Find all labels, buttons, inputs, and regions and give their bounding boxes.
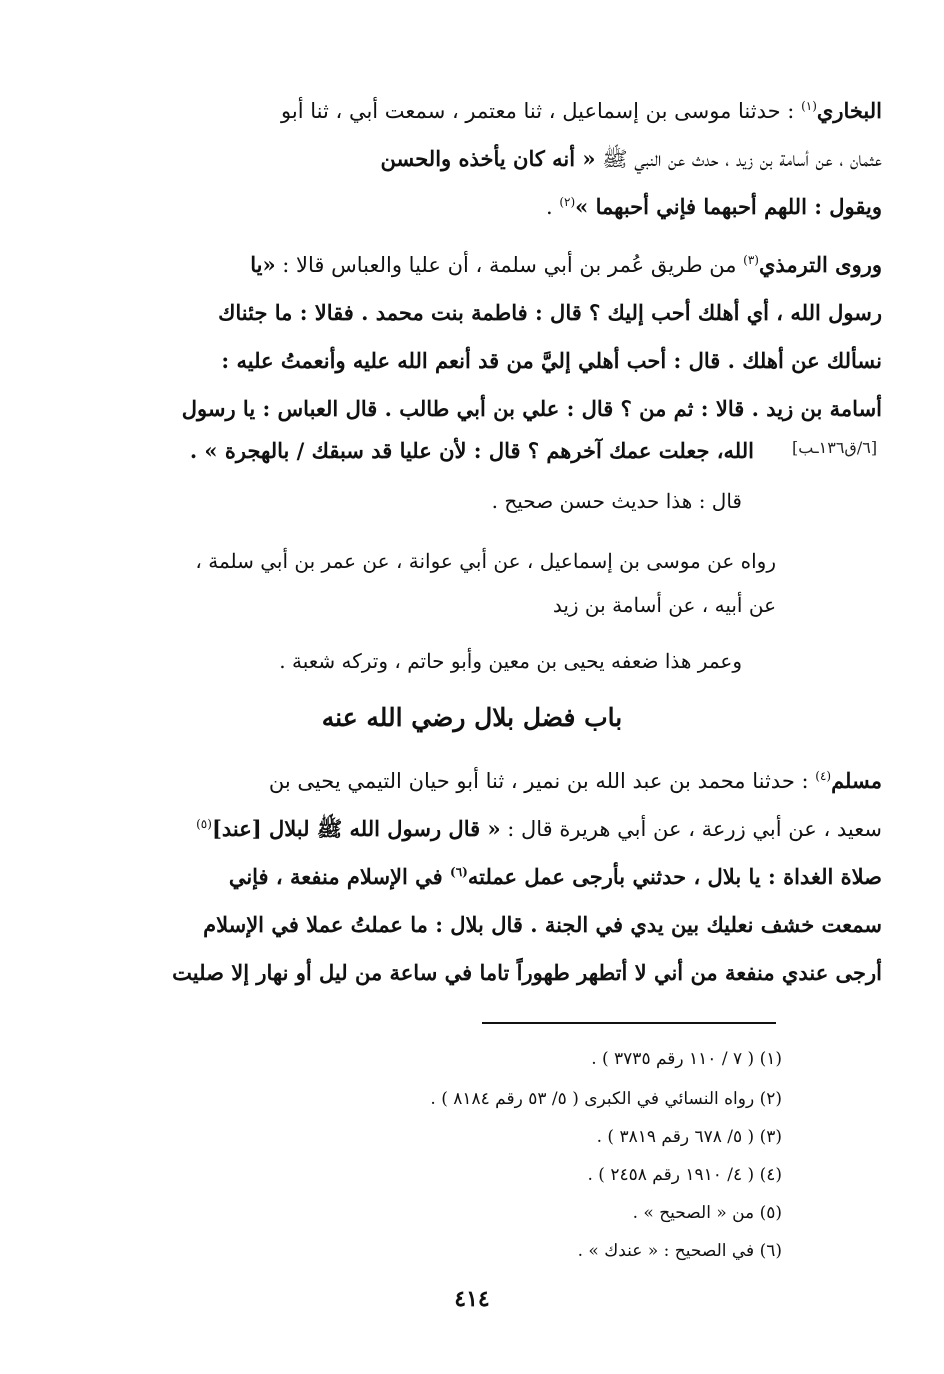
para2-author: وروى الترمذي <box>758 252 882 277</box>
para1-line1-text: : حدثنا موسى بن إسماعيل ، ثنا معتمر ، سمعت أبي ، ثنا أبو <box>281 99 795 123</box>
comment-line2 <box>195 546 776 576</box>
comment-line1-text: قال : هذا حديث حسن صحيح . <box>491 489 742 513</box>
para2-line2-text: رسول الله ، أي أهلك أحب إليك ؟ قال : فاطمة بنت محمد . فقالا : ما جئناك <box>218 300 882 325</box>
margin-manuscript-ref: [٦/ق١٣٦ـب] <box>792 438 878 457</box>
footnote-1: (١) ( ٧ / ١١٠ رقم ٣٧٣٥ ) . <box>591 1049 782 1069</box>
para2-line5-text: الله، جعلت عمك آخرهم ؟ قال : لأن عليا قد سبقك / بالهجرة » . <box>189 438 754 463</box>
comment-line3-text: عن أبيه ، عن أسامة بن زيد <box>552 593 776 617</box>
footnote-3: (٣) ( ٥/ ٦٧٨ رقم ٣٨١٩ ) . <box>596 1127 782 1147</box>
footnote-ref: (٦) <box>450 865 468 879</box>
comment-line4-text: وعمر هذا ضعفه يحيى بن معين وأبو حاتم ، وتركه شعبة . <box>279 649 742 673</box>
para2-line2 <box>218 298 882 328</box>
para2-line3-text: نسألك عن أهلك . قال : أحب أهلي إليَّ من قد أنعم الله عليه وأنعمتُ عليه : <box>221 348 882 373</box>
para3-line3-a: صلاة الغداة : يا بلال ، حدثني بأرجى عمل عملته <box>467 864 882 889</box>
footnote-6: (٦) في الصحيح : « عندك » . <box>577 1241 782 1261</box>
para2-line1-bold: «يا <box>250 252 276 277</box>
para3-line1 <box>269 766 882 796</box>
para3-line3-b: في الإسلام منفعة ، فإني <box>228 864 443 889</box>
para3-line2 <box>196 814 882 844</box>
para1-author: البخاري <box>816 98 882 123</box>
chapter-heading: باب فضل بلال رضي الله عنه <box>321 703 623 732</box>
para2-line3 <box>221 346 882 376</box>
para1-line2-bold: « أنه كان يأخذه والحسن <box>380 146 596 171</box>
footnote-ref: (٣) <box>743 253 759 267</box>
comment-line4 <box>279 646 742 676</box>
para1-line2-text: عثمان ، عن أسامة بن زيد ، حدث عن النبي ﷺ <box>602 147 882 171</box>
footnote-4: (٤) ( ٤/ ١٩١٠ رقم ٢٤٥٨ ) . <box>587 1165 782 1185</box>
para3-line1-text: : حدثنا محمد بن عبد الله بن نمير ، ثنا أبو حيان التيمي يحيى بن <box>268 769 809 793</box>
footnote-ref: (٢) <box>559 195 576 209</box>
para3-author: مسلم <box>831 768 882 793</box>
footnote-ref: (٤) <box>815 769 832 783</box>
footnote-5: (٥) من « الصحيح » . <box>632 1203 782 1223</box>
para2-line5 <box>190 436 754 466</box>
para2-line1 <box>250 250 882 280</box>
footnote-divider <box>482 1022 776 1024</box>
para3-line3 <box>229 862 882 892</box>
para2-line4 <box>182 394 882 424</box>
para1-line1 <box>281 96 882 126</box>
footnote-ref: (٥) <box>196 817 212 831</box>
page-number: ٤١٤ <box>454 1286 490 1312</box>
comment-line3 <box>553 590 776 620</box>
para3-line2-bold: « قال رسول الله ﷺ لبلال [عند] <box>211 816 501 841</box>
para3-line2-text: سعيد ، عن أبي زرعة ، عن أبي هريرة قال : <box>507 817 882 841</box>
para1-line3-text: ويقول : اللهم أحبهما فإني أحبهما » <box>575 194 882 219</box>
para3-line4 <box>203 910 882 940</box>
comment-line2-text: رواه عن موسى بن إسماعيل ، عن أبي عوانة ، عن عمر بن أبي سلمة ، <box>195 549 776 573</box>
para1-line3 <box>546 192 882 222</box>
para3-line5 <box>172 958 882 988</box>
para3-line5-text: أرجى عندي منفعة من أني لا أتطهر طهوراً تاما في ساعة من ليل أو نهار إلا صليت <box>172 960 882 985</box>
comment-line1 <box>492 486 742 516</box>
footnote-2: (٢) رواه النسائي في الكبرى ( ٥/ ٥٣ رقم ٨١٨٤ ) . <box>430 1089 782 1109</box>
para3-line4-text: سمعت خشف نعليك بين يدي في الجنة . قال بلال : ما عملتُ عملا في الإسلام <box>203 912 882 937</box>
para1-line2 <box>381 144 882 174</box>
para1-line3-end: . <box>545 195 560 219</box>
para2-line1-text: من طريق عُمر بن أبي سلمة ، أن عليا والعباس قالا : <box>282 253 737 277</box>
footnote-ref: (١) <box>801 99 817 113</box>
para2-line4-text: أسامة بن زيد . قالا : ثم من ؟ قال : علي بن أبي طالب . قال العباس : يا رسول <box>181 396 882 421</box>
